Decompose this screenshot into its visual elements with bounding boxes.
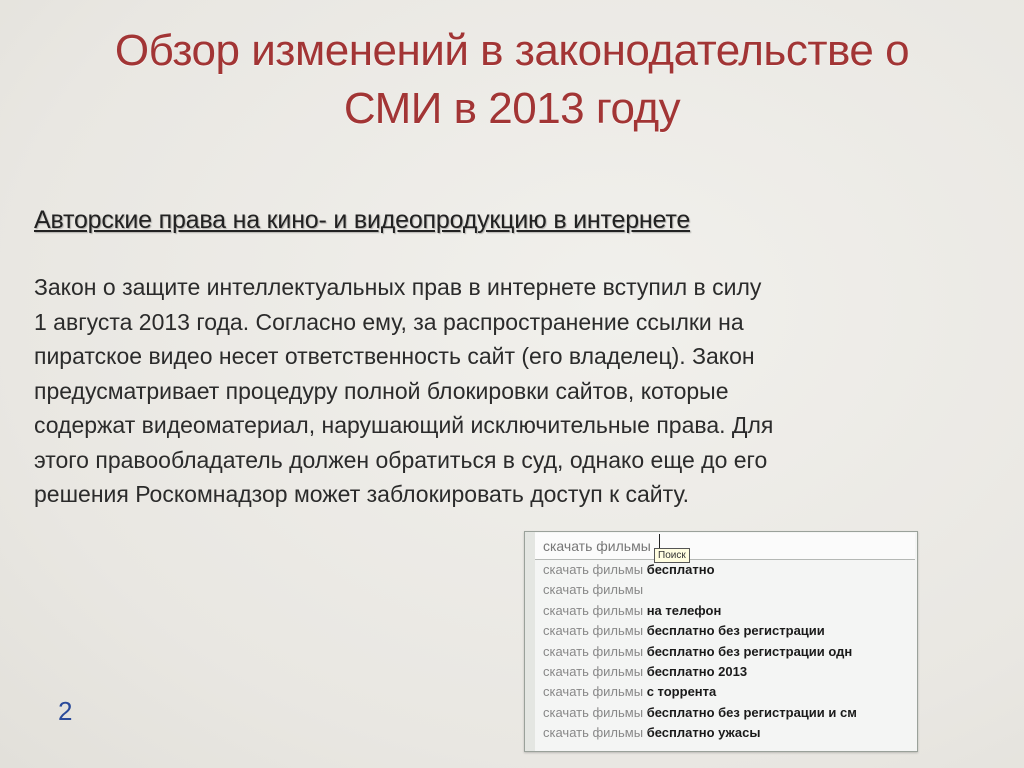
page-number: 2: [58, 696, 73, 726]
suggestion-list: [543, 560, 918, 744]
suggestion-completion: с торрента: [646, 684, 717, 700]
slide-title-line-2: СМИ в 2013 году: [343, 84, 681, 133]
suggestion-completion: бесплатно ужасы: [646, 725, 761, 741]
suggestion-item: [543, 723, 918, 743]
suggestion-item: [543, 580, 918, 600]
body-line: решения Роскомнадзор может заблокировать доступ к сайту.: [34, 481, 690, 507]
suggestion-base: скачать фильмы: [543, 704, 644, 720]
slide-title-line-1: Обзор изменений в законодательстве о: [114, 26, 910, 75]
suggestion-base: скачать фильмы: [543, 602, 644, 618]
suggestion-item: [543, 682, 918, 702]
body-line: предусматривает процедуру полной блокировки сайтов, которые: [34, 377, 729, 404]
body-line: пиратское видео несет ответственность сайт (его владелец). Закон: [34, 343, 755, 369]
suggestion-completion: бесплатно: [646, 562, 715, 577]
suggestion-item: [543, 601, 918, 621]
suggestion-base: скачать фильмы: [543, 582, 644, 598]
suggestion-base: скачать фильмы: [543, 562, 644, 577]
search-query: скачать фильмы: [543, 538, 651, 554]
search-input: [535, 533, 915, 560]
suggestion-completion: на телефон: [646, 602, 722, 618]
suggestion-completion: бесплатно без регистрации и см: [646, 704, 857, 720]
body-line: Закон о защите интеллектуальных прав в интернете вступил в силу: [34, 274, 762, 300]
search-suggestions-screenshot: [524, 531, 918, 752]
suggestion-item: [543, 703, 918, 723]
slide-title: [40, 22, 984, 138]
suggestion-item: [543, 642, 918, 662]
suggestion-base: скачать фильмы: [543, 684, 644, 700]
suggestion-base: скачать фильмы: [543, 663, 644, 679]
suggestion-item: [543, 560, 918, 580]
body-line: 1 августа 2013 года. Согласно ему, за распространение ссылки на: [34, 308, 744, 335]
search-tooltip: Поиск: [654, 548, 690, 563]
suggestion-base: скачать фильмы: [543, 643, 644, 659]
body-paragraph: [34, 270, 964, 512]
suggestion-base: скачать фильмы: [543, 623, 644, 639]
suggestion-completion: бесплатно без регистрации: [646, 623, 825, 639]
suggestion-completion: бесплатно без регистрации одн: [646, 643, 853, 659]
section-heading: Авторские права на кино- и видеопродукцию в интернете: [34, 206, 691, 234]
body-line: этого правообладатель должен обратиться в суд, однако еще до его: [34, 446, 768, 473]
suggestion-item: [543, 621, 918, 641]
body-line: содержат видеоматериал, нарушающий исключительные права. Для: [34, 412, 774, 438]
suggestion-completion: бесплатно 2013: [646, 663, 748, 679]
suggestion-item: [543, 662, 918, 682]
suggestion-base: скачать фильмы: [543, 725, 644, 741]
